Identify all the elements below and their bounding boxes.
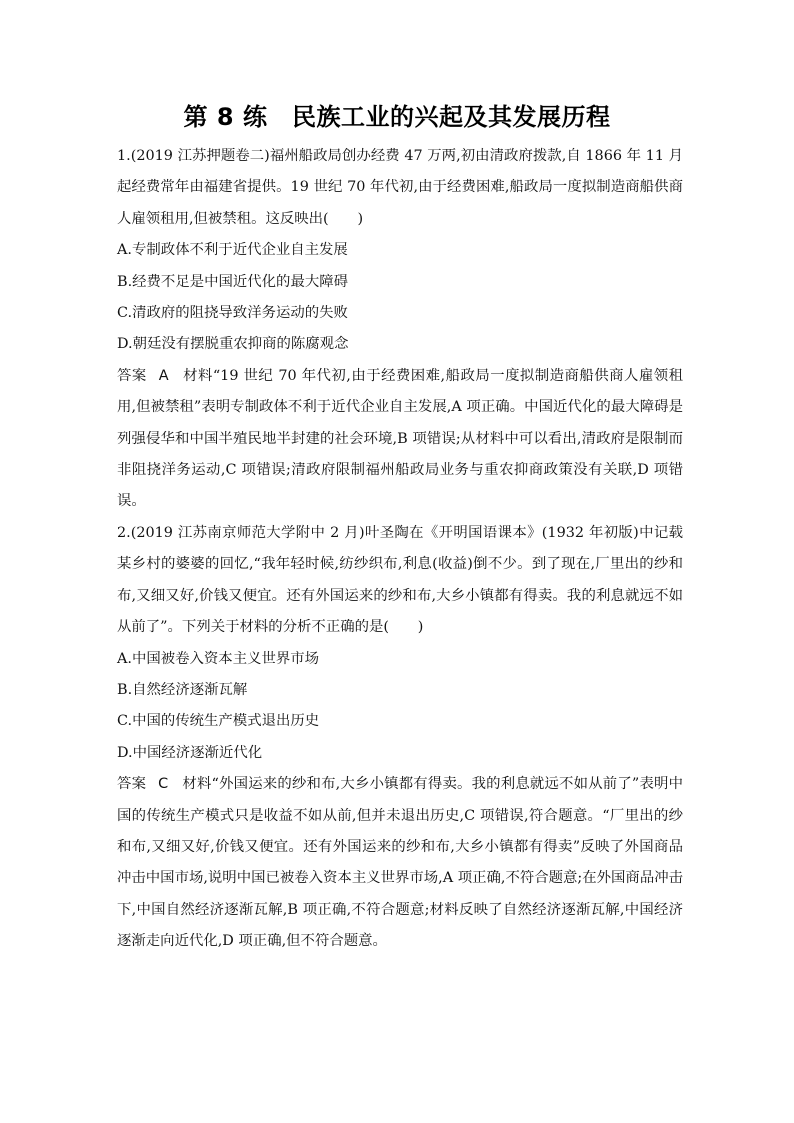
answer-label: 答案	[117, 367, 147, 384]
question-2-answer	[117, 769, 683, 957]
question-1-option-a: A.专制政体不利于近代企业自主发展	[117, 242, 348, 259]
question-1-stem: 1.(2019 江苏押题卷二)福州船政局创办经费 47 万两,初由清政府拨款,自 1866 年 11 月起经费常年由福建省提供。19 世纪 70 年代初,由于经费困难,船政局一度拟制造商船供商人雇领租用,但被禁租。这反映出( )	[117, 148, 683, 227]
question-1	[117, 141, 683, 518]
question-2-option-a: A.中国被卷入资本主义世界市场	[117, 650, 320, 667]
question-1-option-c: C.清政府的阻挠导致洋务运动的失败	[117, 305, 348, 322]
question-2	[117, 518, 683, 958]
question-2-option-b: B.自然经济逐渐瓦解	[117, 681, 248, 698]
answer-explanation: 材料“19 世纪 70 年代初,由于经费困难,船政局一度拟制造商船供商人雇领租用,但被禁租”表明专制政体不利于近代企业自主发展,A 项正确。中国近代化的最大障碍是列强侵华和中国半殖民地半封建的社会环境,B 项错误;从材料中可以看出,清政府是限制而非阻挠洋务运动,C 项错误;清政府限制福州船政局业务与重农抑商政策没有关联,D 项错误。	[117, 367, 683, 510]
document-body	[117, 141, 683, 958]
question-1-answer	[117, 361, 683, 518]
page-title: 第 8 练 民族工业的兴起及其发展历程	[183, 103, 611, 131]
answer-key: C	[158, 776, 169, 793]
question-2-option-c: C.中国的传统生产模式退出历史	[117, 713, 320, 730]
answer-label: 答案	[117, 776, 147, 793]
question-1-option-d: D.朝廷没有摆脱重农抑商的陈腐观念	[117, 336, 349, 353]
answer-explanation: 材料“外国运来的纱和布,大乡小镇都有得卖。我的利息就远不如从前了”表明中国的传统生产模式只是收益不如从前,但并未退出历史,C 项错误,符合题意。“厂里出的纱和布,又细又好,价钱又便宜。还有外国运来的纱和布,大乡小镇都有得卖”反映了外国商品冲击中国市场,说明中国已被卷入资本主义世界市场,A 项正确,不符合题意;在外国商品冲击下,中国自然经济逐渐瓦解,B 项正确,不符合题意;材料反映了自然经济逐渐瓦解,中国经济逐渐走向近代化,D 项正确,但不符合题意。	[117, 776, 683, 950]
question-2-stem: 2.(2019 江苏南京师范大学附中 2 月)叶圣陶在《开明国语课本》(1932 年初版)中记载某乡村的婆婆的回忆,“我年轻时候,纺纱织布,利息(收益)倒不少。到了现在,厂里出的纱和布,又细又好,价钱又便宜。还有外国运来的纱和布,大乡小镇都有得卖。我的利息就远不如从前了”。下列关于材料的分析不正确的是( )	[117, 524, 683, 636]
answer-key: A	[158, 367, 169, 384]
question-1-option-b: B.经费不足是中国近代化的最大障碍	[117, 273, 349, 290]
question-2-option-d: D.中国经济逐渐近代化	[117, 744, 263, 761]
